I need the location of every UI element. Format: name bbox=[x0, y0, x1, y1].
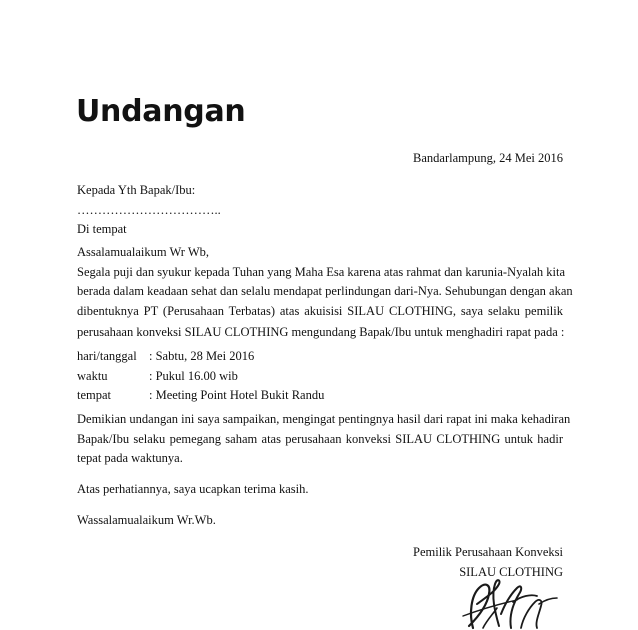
detail-row-date bbox=[77, 347, 563, 367]
recipient-place: Di tempat bbox=[77, 222, 127, 236]
detail-value: : Meeting Point Hotel Bukit Randu bbox=[149, 388, 325, 402]
detail-value: : Sabtu, 28 Mei 2016 bbox=[149, 349, 255, 363]
signatory-role: Pemilik Perusahaan Konveksi bbox=[413, 545, 563, 559]
detail-label: waktu bbox=[77, 368, 108, 383]
closing-line-1: Demikian undangan ini saya sampaikan, mengingat pentingnya hasil dari rapat ini maka kehadiran bbox=[77, 412, 571, 426]
recipient-to: Kepada Yth Bapak/Ibu: bbox=[77, 183, 196, 197]
meeting-details bbox=[77, 347, 563, 406]
signatory-company: SILAU CLOTHING bbox=[459, 564, 563, 579]
opening-block bbox=[77, 243, 573, 343]
closing-line-2: Bapak/Ibu selaku pemegang saham atas perusahaan konveksi SILAU CLOTHING untuk hadir bbox=[77, 431, 563, 446]
letter-title: Undangan bbox=[76, 94, 246, 129]
recipient-name-blank: …………………………….. bbox=[77, 202, 221, 217]
greeting: Assalamualaikum Wr Wb, bbox=[77, 245, 209, 259]
closing-block bbox=[77, 410, 571, 469]
opening-line-4: perusahaan konveksi SILAU CLOTHING mengundang Bapak/Ibu untuk menghadiri rapat pada : bbox=[77, 325, 565, 339]
opening-line-1: Segala puji dan syukur kepada Tuhan yang Maha Esa karena atas rahmat dan karunia-Nyalah kita bbox=[77, 264, 566, 279]
detail-value: : Pukul 16.00 wib bbox=[149, 368, 238, 383]
opening-line-2: berada dalam keadaan sehat dan selalu mendapat perlindungan dari-Nya. Sehubungan dengan akan bbox=[77, 284, 573, 298]
closing-line-3: tepat pada waktunya. bbox=[77, 451, 183, 465]
opening-line-3: dibentuknya PT (Perusahaan Terbatas) atas akuisisi SILAU CLOTHING, saya selaku pemilik bbox=[77, 303, 563, 318]
handwritten-signature bbox=[455, 574, 565, 630]
recipient-block bbox=[77, 181, 563, 240]
detail-row-time bbox=[77, 367, 563, 387]
detail-label: hari/tanggal bbox=[77, 349, 137, 363]
thanks-text: Atas perhatiannya, saya ucapkan terima kasih. bbox=[77, 482, 309, 496]
detail-row-place bbox=[77, 386, 563, 406]
letter-date: Bandarlampung, 24 Mei 2016 bbox=[413, 151, 563, 165]
thanks-line bbox=[77, 480, 563, 500]
farewell-text: Wassalamualaikum Wr.Wb. bbox=[77, 513, 216, 527]
detail-label: tempat bbox=[77, 388, 112, 402]
farewell-line bbox=[77, 511, 563, 531]
